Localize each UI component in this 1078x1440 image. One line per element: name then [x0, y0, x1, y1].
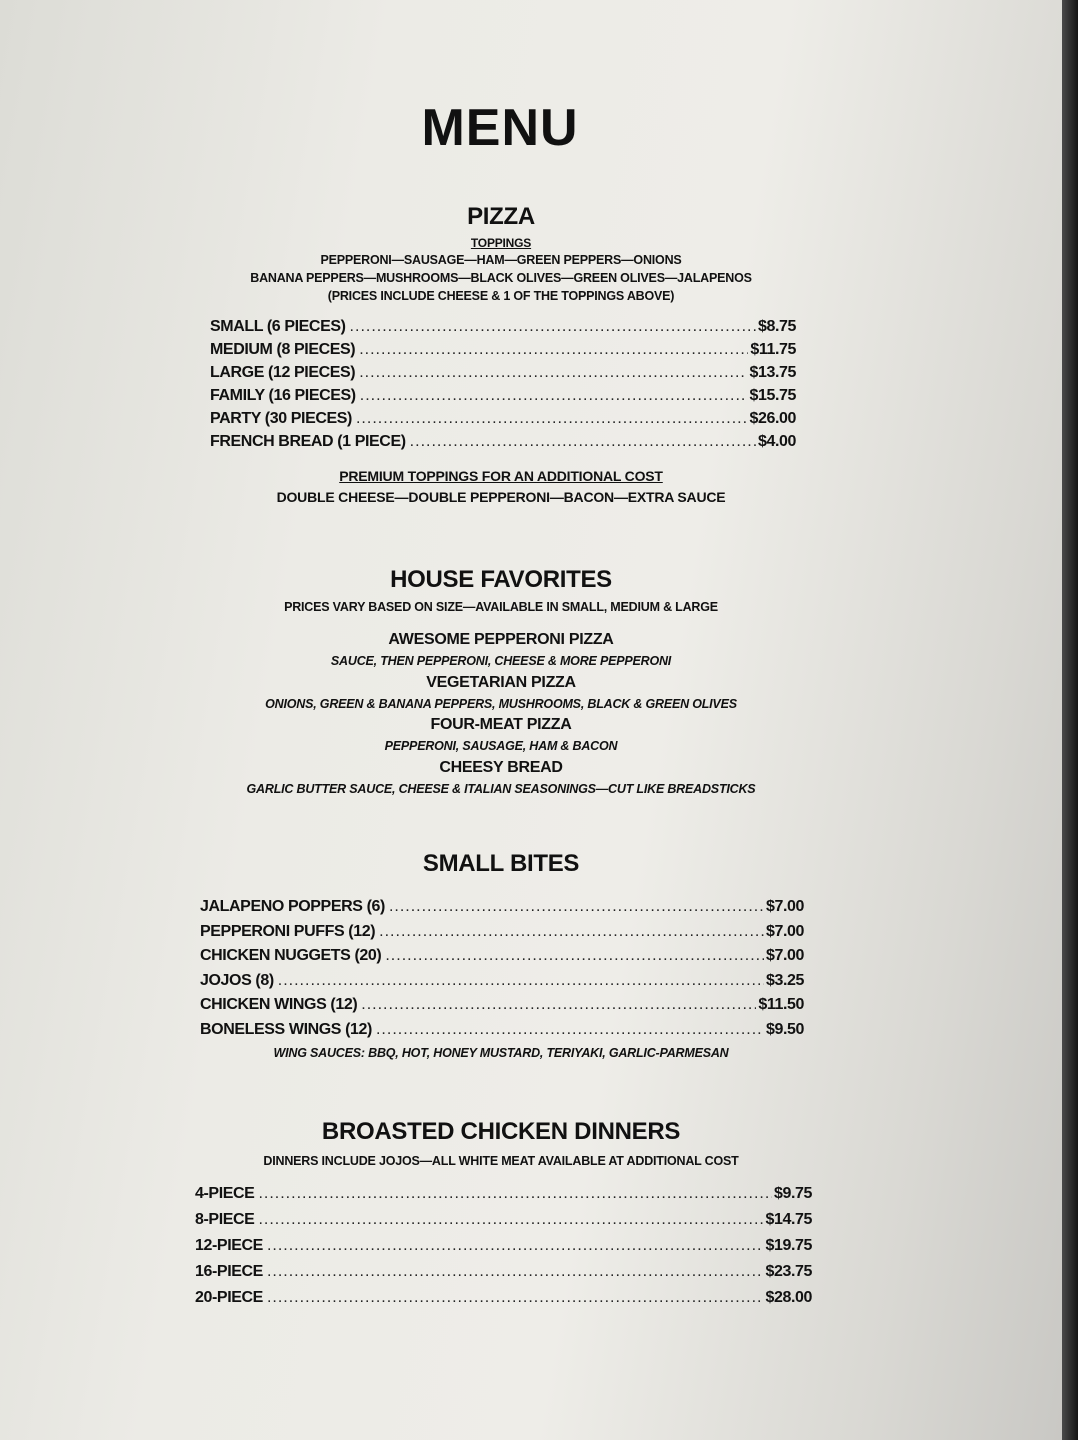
premium-toppings-list: DOUBLE CHEESE—DOUBLE PEPPERONI—BACON—EXTRA SAUCE	[276, 489, 726, 505]
item-name: JALAPENO POPPERS (6)	[200, 898, 385, 915]
item-name: PEPPERONI PUFFS (12)	[200, 922, 376, 940]
item-name: SMALL (6 PIECES)	[210, 318, 346, 335]
leader-dots	[278, 972, 764, 990]
favorite-description: ONIONS, GREEN & BANANA PEPPERS, MUSHROOMS, BLACK & GREEN OLIVES	[265, 697, 737, 711]
item-name: 20-PIECE	[195, 1289, 263, 1306]
item-price: $3.25	[765, 971, 804, 989]
page-title: MENU	[421, 99, 579, 157]
pizza-price-list	[210, 318, 796, 456]
favorite-name: VEGETARIAN PIZZA	[426, 674, 576, 691]
leader-dots	[359, 341, 748, 359]
leader-dots	[258, 1185, 772, 1203]
chicken-dinners-title: BROASTED CHICKEN DINNERS	[321, 1118, 681, 1145]
item-price: $28.00	[765, 1289, 812, 1306]
item-price: $11.50	[758, 996, 804, 1013]
menu-row	[210, 433, 796, 456]
toppings-line-1: PEPPERONI—SAUSAGE—HAM—GREEN PEPPERS—ONIONS	[320, 253, 682, 267]
menu-row	[195, 1289, 812, 1315]
favorite-description: PEPPERONI, SAUSAGE, HAM & BACON	[384, 739, 618, 753]
item-price: $19.75	[765, 1237, 812, 1254]
leader-dots	[385, 947, 764, 965]
favorite-description: SAUCE, THEN PEPPERONI, CHEESE & MORE PEPPERONI	[330, 654, 672, 668]
item-name: BONELESS WINGS (12)	[200, 1020, 372, 1038]
item-name: CHICKEN NUGGETS (20)	[200, 947, 382, 964]
item-name: PARTY (30 PIECES)	[210, 410, 352, 427]
item-name: 8-PIECE	[195, 1211, 255, 1228]
wing-sauces-note: WING SAUCES: BBQ, HOT, HONEY MUSTARD, TERIYAKI, GARLIC-PARMESAN	[273, 1046, 729, 1060]
leader-dots	[379, 923, 764, 941]
toppings-line-2: BANANA PEPPERS—MUSHROOMS—BLACK OLIVES—GREEN OLIVES—JALAPENOS	[250, 271, 752, 285]
item-price: $9.75	[773, 1185, 812, 1202]
item-name: 12-PIECE	[195, 1237, 263, 1254]
item-name: FRENCH BREAD (1 PIECE)	[210, 433, 406, 450]
item-name: CHICKEN WINGS (12)	[200, 996, 358, 1013]
leader-dots	[356, 410, 747, 428]
item-price: $7.00	[765, 947, 804, 964]
leader-dots	[258, 1211, 763, 1229]
favorite-description: GARLIC BUTTER SAUCE, CHEESE & ITALIAN SEASONINGS—CUT LIKE BREADSTICKS	[246, 782, 756, 796]
menu-row	[200, 1021, 804, 1046]
menu-row	[195, 1185, 812, 1211]
leader-dots	[410, 433, 756, 451]
leader-dots	[359, 364, 747, 382]
page-edge-shadow	[1062, 0, 1078, 1440]
item-price: $14.75	[765, 1211, 812, 1228]
item-price: $15.75	[749, 387, 796, 404]
item-name: 16-PIECE	[195, 1263, 263, 1280]
menu-row	[200, 947, 804, 972]
menu-row	[195, 1263, 812, 1289]
item-name: JOJOS (8)	[200, 971, 274, 989]
menu-row	[210, 318, 796, 341]
chicken-dinners-note: DINNERS INCLUDE JOJOS—ALL WHITE MEAT AVAILABLE AT ADDITIONAL COST	[263, 1154, 739, 1168]
leader-dots	[361, 996, 756, 1014]
small-bites-title: SMALL BITES	[422, 850, 580, 877]
item-price: $11.75	[750, 341, 796, 358]
item-price: $7.00	[765, 922, 804, 940]
house-favorites-title: HOUSE FAVORITES	[390, 566, 612, 593]
menu-row	[210, 387, 796, 410]
small-bites-price-list	[200, 898, 804, 1045]
menu-row	[210, 341, 796, 364]
menu-row	[195, 1211, 812, 1237]
item-price: $9.50	[765, 1020, 804, 1038]
menu-row	[200, 923, 804, 948]
chicken-price-list	[195, 1185, 812, 1315]
item-price: $4.00	[757, 433, 796, 450]
leader-dots	[267, 1263, 764, 1281]
item-name: MEDIUM (8 PIECES)	[210, 341, 356, 358]
favorite-name: AWESOME PEPPERONI PIZZA	[388, 631, 614, 648]
favorite-name: FOUR-MEAT PIZZA	[430, 716, 572, 733]
menu-row	[195, 1237, 812, 1263]
item-name: FAMILY (16 PIECES)	[210, 387, 356, 404]
leader-dots	[360, 387, 748, 405]
menu-row	[200, 996, 804, 1021]
item-price: $13.75	[749, 364, 796, 381]
item-price: $26.00	[749, 410, 796, 427]
menu-row	[200, 898, 804, 923]
menu-row	[210, 410, 796, 433]
item-price: $7.00	[765, 898, 804, 915]
leader-dots	[267, 1289, 764, 1307]
favorite-name: CHEESY BREAD	[439, 759, 563, 776]
pizza-section-title: PIZZA	[467, 203, 535, 230]
toppings-label: TOPPINGS	[470, 236, 532, 250]
item-name: LARGE (12 PIECES)	[210, 364, 356, 381]
house-favorites-note: PRICES VARY BASED ON SIZE—AVAILABLE IN SMALL, MEDIUM & LARGE	[284, 600, 718, 614]
premium-toppings-label: PREMIUM TOPPINGS FOR AN ADDITIONAL COST	[339, 468, 663, 484]
leader-dots	[350, 318, 756, 336]
leader-dots	[267, 1237, 764, 1255]
menu-row	[210, 364, 796, 387]
toppings-note: (PRICES INCLUDE CHEESE & 1 OF THE TOPPINGS ABOVE)	[327, 289, 675, 303]
leader-dots	[376, 1021, 764, 1039]
menu-row	[200, 972, 804, 997]
item-price: $8.75	[757, 318, 796, 335]
item-price: $23.75	[765, 1263, 812, 1280]
leader-dots	[389, 898, 764, 916]
item-name: 4-PIECE	[195, 1185, 255, 1202]
